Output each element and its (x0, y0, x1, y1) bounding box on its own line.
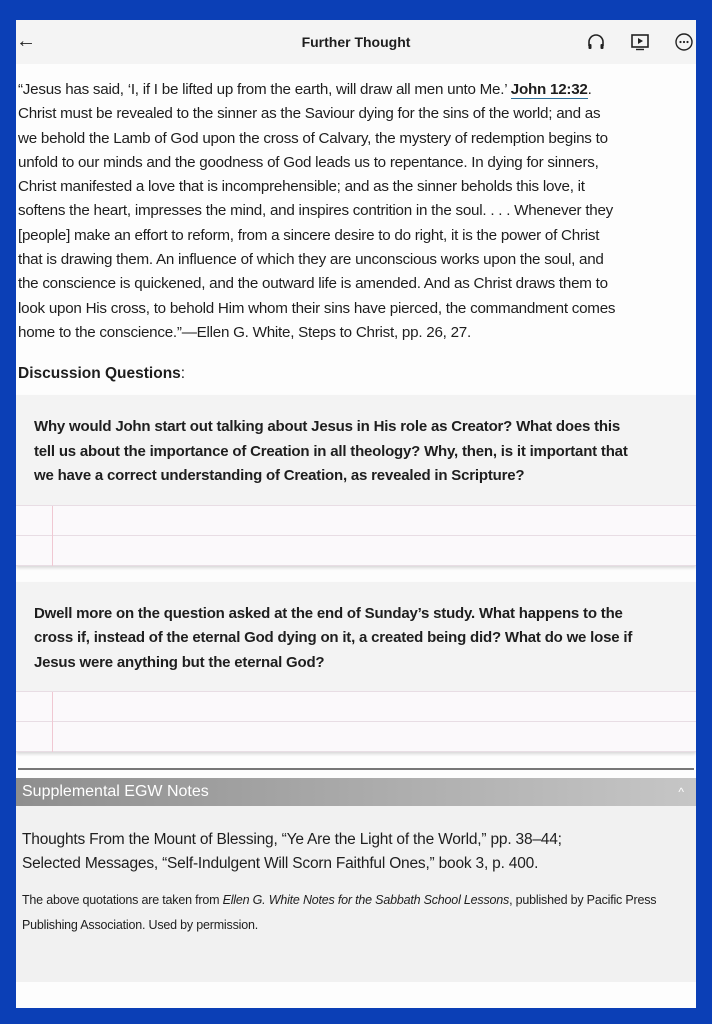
quote-line: Christ must be revealed to the sinner as the Saviour dying for the sins of the world; and as (18, 105, 601, 123)
notes-margin-line (52, 692, 53, 752)
headphones-icon[interactable] (586, 32, 606, 52)
notes-margin-line (52, 506, 53, 566)
screen (16, 20, 696, 1008)
top-bar (16, 20, 696, 64)
question-card (16, 395, 696, 566)
page-title: Further Thought (301, 34, 411, 50)
punctuation: . (587, 81, 592, 98)
question-line: we have a correct understanding of Creation, as revealed in Scripture? (34, 467, 525, 485)
permission-note (22, 888, 690, 938)
answer-notes-field[interactable] (16, 505, 696, 566)
supplemental-notes-content (16, 806, 696, 982)
heading-text: Discussion Questions (18, 365, 181, 383)
question-text (16, 395, 696, 505)
question-line: Dwell more on the question asked at the end of Sunday’s study. What happens to the (34, 604, 623, 622)
quote-line: home to the conscience.”—Ellen G. White, Steps to Christ, pp. 26, 27. (18, 323, 471, 341)
question-card (16, 582, 696, 753)
reference-line: Thoughts From the Mount of Blessing, “Ye Are the Light of the World,” pp. 38–44; (22, 831, 562, 849)
section-title: Supplemental EGW Notes (22, 783, 209, 801)
further-thought-quote (16, 64, 696, 345)
quote-line: look upon His cross, to behold Him whom their sins have pierced, the commandment comes (18, 299, 616, 317)
quote-line: “Jesus has said, ‘I, if I be lifted up from the earth, will draw all men unto Me.’ (18, 81, 511, 98)
question-line: Why would John start out talking about Jesus in His role as Creator? What does this (34, 418, 620, 436)
more-options-icon[interactable] (674, 32, 694, 52)
question-line: cross if, instead of the eternal God dying on it, a created being did? What do we lose if (34, 629, 633, 647)
reference-line: Selected Messages, “Self-Indulgent Will Scorn Faithful Ones,” book 3, p. 400. (22, 855, 539, 873)
supplemental-notes-toggle[interactable] (16, 778, 696, 806)
question-line: tell us about the importance of Creation in all theology? Why, then, is it important that (34, 442, 628, 460)
answer-notes-field[interactable] (16, 691, 696, 752)
note-text: , published by Pacific Press Publishing Association. Used by permission. (22, 893, 657, 933)
note-text: The above quotations are taken from (22, 893, 223, 908)
divider (18, 768, 694, 770)
egw-references (22, 828, 690, 876)
discussion-questions-heading (18, 365, 694, 383)
video-play-icon[interactable] (630, 32, 650, 52)
question-line: Jesus were anything but the eternal God? (34, 653, 325, 671)
quote-line: Christ manifested a love that is incomprehensible; and as the sinner beholds this love, it (18, 178, 585, 196)
arrow-left-icon[interactable]: ← (16, 30, 36, 52)
quote-line: [people] make an effort to reform, from a sincere desire to do right, it is the power of Christ (18, 226, 600, 244)
quote-line: unfold to our minds and the goodness of God leads us to repentance. In dying for sinners, (18, 153, 599, 171)
quote-line: softens the heart, impresses the mind, and inspires contrition in the soul. . . . Whenever they (18, 202, 614, 220)
quote-line: that is drawing them. An influence of which they are unconscious works upon the soul, and (18, 251, 604, 269)
book-title: Ellen G. White Notes for the Sabbath School Lessons (222, 893, 510, 908)
heading-colon: : (180, 365, 186, 383)
chevron-up-icon[interactable]: ^ (678, 785, 684, 800)
scripture-reference-link[interactable]: John 12:32 (510, 81, 588, 98)
quote-line: the conscience is quickened, and the outward life is amended. And as Christ draws them to (18, 275, 608, 293)
quote-line: we behold the Lamb of God upon the cross of Calvary, the mystery of redemption begins to (18, 129, 608, 147)
question-text (16, 582, 696, 692)
